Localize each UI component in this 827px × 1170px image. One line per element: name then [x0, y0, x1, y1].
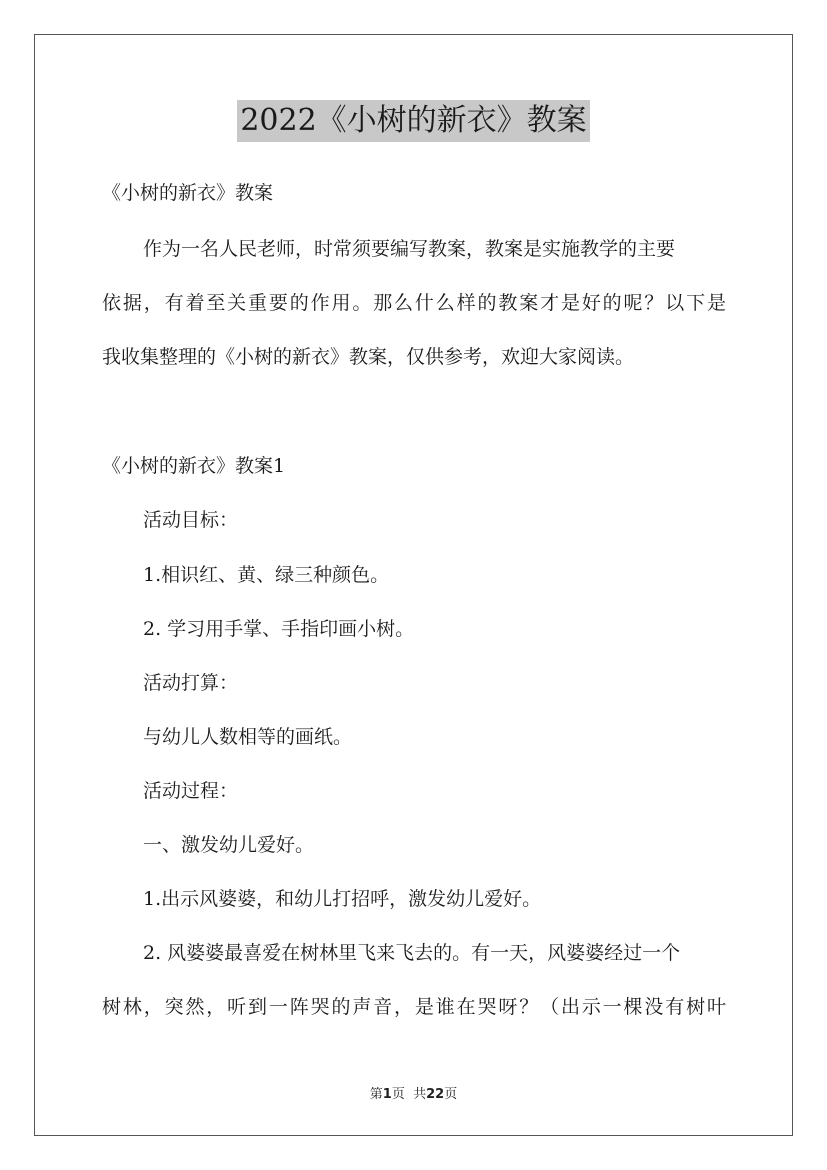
- step-2-line-2: 树林，突然，听到一阵哭的声音，是谁在哭呀？（出示一棵没有树叶: [102, 996, 726, 1018]
- footer-suffix: 页: [444, 1087, 458, 1102]
- intro-line-3: 我收集整理的《小树的新衣》教案，仅供参考，欢迎大家阅读。: [102, 346, 635, 368]
- section-heading: 《小树的新衣》教案1: [102, 455, 286, 477]
- step-1: 1.出示风婆婆，和幼儿打招呼，激发幼儿爱好。: [143, 888, 542, 910]
- step-a: 一、激发幼儿爱好。: [143, 834, 315, 856]
- step-2-line-1: 2. 风婆婆最喜爱在树林里飞来飞去的。有一天，风婆婆经过一个: [143, 942, 681, 964]
- page-footer: [0, 1083, 827, 1102]
- process-label: 活动过程：: [143, 780, 239, 802]
- footer-mid: 页 共: [391, 1087, 427, 1102]
- intro-line-1: 作为一名人民老师，时常须要编写教案，教案是实施教学的主要: [143, 238, 676, 260]
- goals-label: 活动目标：: [143, 509, 239, 531]
- title-container: [0, 100, 827, 142]
- footer-prefix: 第: [369, 1087, 383, 1102]
- footer-total-pages: 22: [426, 1087, 445, 1102]
- goal-1: 1.相识红、黄、绿三种颜色。: [143, 564, 390, 586]
- goal-2: 2. 学习用手掌、手指印画小树。: [143, 618, 415, 640]
- document-title: 2022《小树的新衣》教案: [237, 100, 589, 142]
- prep-label: 活动打算：: [143, 672, 239, 694]
- prep-text: 与幼儿人数相等的画纸。: [143, 726, 353, 748]
- subtitle: 《小树的新衣》教案: [102, 182, 274, 204]
- footer-page-number: 1: [382, 1087, 392, 1102]
- intro-line-2: 依据，有着至关重要的作用。那么什么样的教案才是好的呢？以下是: [102, 292, 726, 314]
